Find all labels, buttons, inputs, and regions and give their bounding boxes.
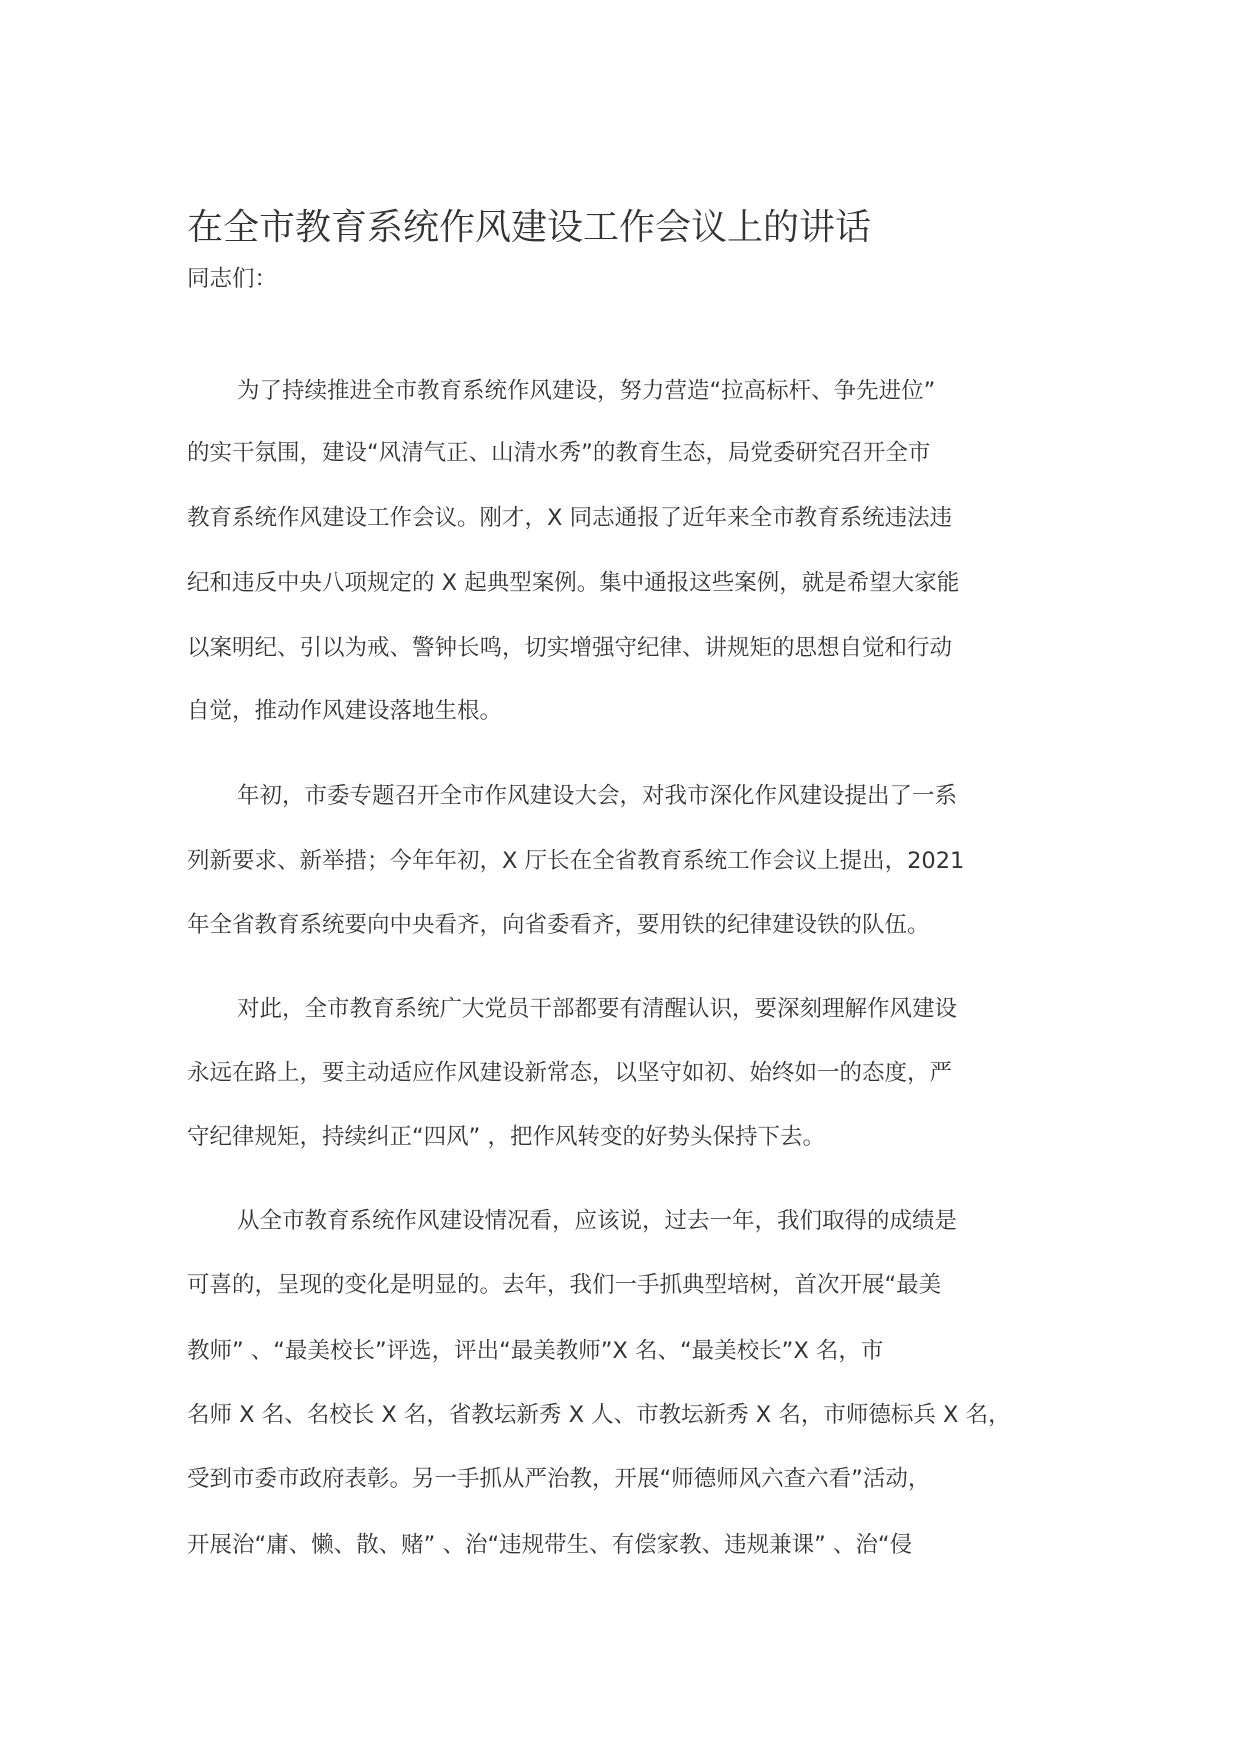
paragraph-line: 守纪律规矩，持续纠正“四风” ，把作风转变的好势头保持下去。 bbox=[187, 1124, 825, 1150]
paragraph-line: 列新要求、新举措；今年年初，X 厅长在全省教育系统工作会议上提出，2021 bbox=[187, 848, 965, 874]
salutation: 同志们： bbox=[187, 266, 278, 292]
paragraph-line: 名师 X 名、名校长 X 名，省教坛新秀 X 人、市教坛新秀 X 名，市师德标兵 X 名， bbox=[187, 1402, 1011, 1428]
paragraph-line: 从全市教育系统作风建设情况看，应该说，过去一年，我们取得的成绩是 bbox=[237, 1208, 958, 1234]
paragraph-line: 年全省教育系统要向中央看齐，向省委看齐，要用铁的纪律建设铁的队伍。 bbox=[187, 912, 930, 938]
paragraph-line: 纪和违反中央八项规定的 X 起典型案例。集中通报这些案例，就是希望大家能 bbox=[187, 570, 960, 596]
paragraph-line: 教师” 、“最美校长”评选，评出“最美教师”X 名、“最美校长”X 名，市 bbox=[187, 1338, 884, 1364]
paragraph-line: 年初，市委专题召开全市作风建设大会，对我市深化作风建设提出了一系 bbox=[237, 783, 958, 809]
paragraph-line: 的实干氛围，建设“风清气正、山清水秀”的教育生态，局党委研究召开全市 bbox=[187, 440, 931, 466]
paragraph-line: 永远在路上，要主动适应作风建设新常态，以坚守如初、始终如一的态度，严 bbox=[187, 1060, 953, 1086]
paragraph-line: 开展治“庸、懒、散、赌” 、治“违规带生、有偿家教、违规兼课” 、治“侵 bbox=[187, 1532, 913, 1558]
paragraph-line: 为了持续推进全市教育系统作风建设，努力营造“拉高标杆、争先进位” bbox=[237, 378, 936, 404]
paragraph-line: 教育系统作风建设工作会议。刚才，X 同志通报了近年来全市教育系统违法违 bbox=[187, 505, 953, 531]
paragraph-line: 对此，全市教育系统广大党员干部都要有清醒认识，要深刻理解作风建设 bbox=[237, 996, 958, 1022]
paragraph-line: 可喜的，呈现的变化是明显的。去年，我们一手抓典型培树，首次开展“最美 bbox=[187, 1272, 942, 1298]
document-title: 在全市教育系统作风建设工作会议上的讲话 bbox=[187, 207, 872, 248]
paragraph-line: 以案明纪、引以为戒、警钟长鸣，切实增强守纪律、讲规矩的思想自觉和行动 bbox=[187, 635, 953, 661]
paragraph-line: 受到市委市政府表彰。另一手抓从严治教，开展“师德师风六查六看”活动， bbox=[187, 1466, 931, 1492]
paragraph-line: 自觉，推动作风建设落地生根。 bbox=[187, 698, 503, 724]
